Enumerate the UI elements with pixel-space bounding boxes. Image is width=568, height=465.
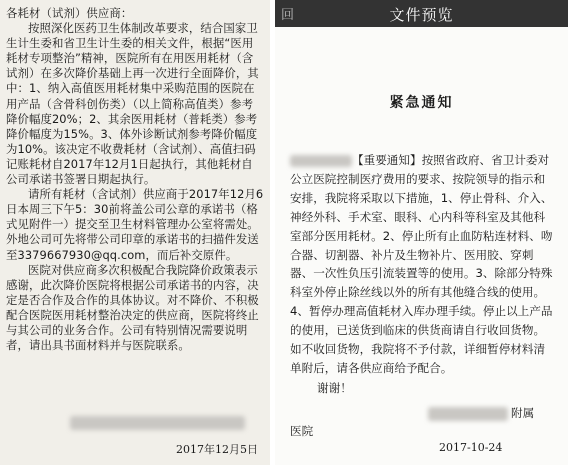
left-redacted-signature	[70, 416, 245, 430]
right-notice-date: 2017-10-24	[439, 441, 503, 454]
signature-line-2: 医院	[290, 424, 314, 438]
left-paragraph-3: 医院对供应商多次积极配合我院降价政策表示感谢，此次降价医院将根据公司承诺书的内容，决定是否合作及合作的具体协议。对不降价、不积极配合医院医用耗材整治决定的供应商，医院将终止与其公司的业务合作。公司有特别情况需要说明者，请出具书面材料并与医院联系。	[6, 262, 259, 353]
redacted-signature-name	[428, 407, 508, 421]
redacted-hospital-name	[290, 155, 352, 167]
left-greeting: 各耗材（试剂）供应商：	[6, 6, 133, 20]
notice-body-text: 按照省政府、省卫计委对公立医院控制医疗费用的要求、按院领导的指示和安排，我院将采取以下措施，1、停止骨科、介入、神经外科、手术室、眼科、心内科等科室及其他科室部分医用耗材。2、停止所有止血防粘连材料、吻合器、切割器、补片及生物补片、医用胶、穿刺器、一次性负压引流装置等的使用。3、除部分特殊科室外停止除丝线以外的所有其他缝合线的使用。4、暂停办理高值耗材入库办理手续。停止以上产品的使用，已送货到临床的供货商请自行收回货物。如不收回货物，我院将不予付款，详细暂停材料清单附后，请各供应商给予配合。	[290, 153, 553, 375]
left-paragraph-2: 请所有耗材（含试剂）供应商于2017年12月6日本周三下午5：30前将盖公司公章的承诺书（格式见附件一）提交至卫生材料管理办公室将需处。外地公司可先将带公司印章的承诺书的扫描件发送至3379667930@qq.com，而后补交原件。	[6, 187, 264, 262]
important-notice-label: 【重要通知】	[352, 153, 422, 167]
topbar-side-glyph: 回	[281, 8, 295, 23]
left-notice-body	[6, 6, 264, 353]
signature-suffix: 附属	[511, 406, 535, 420]
left-paragraph-1: 按照深化医药卫生体制改革要求，结合国家卫生计生委和省卫生计生委的相关文件，根据“医用耗材专项整治”精神，医院所有在用医用耗材（含试剂）在多次降价基础上再一次进行全面降价，其中：1、纳入高值医用耗材集中采购范围的医院在用产品（含骨科创伤类）（以上简称高值类）参考降价幅度20%；2、其余医用耗材（普耗类）参考降价幅度为15%。3、体外诊断试剂参考降价幅度为10%。该决定不收费耗材（含试剂）、高值扫码记账耗材自2017年12月1日起执行，其他耗材自公司承诺书签署日期起执行。	[6, 21, 259, 187]
thanks-text: 谢谢！	[317, 381, 352, 395]
right-notice-body	[290, 151, 555, 378]
right-paragraph	[290, 151, 555, 378]
right-notice-page	[275, 0, 568, 465]
notice-heading: 紧急通知	[389, 95, 454, 111]
preview-topbar	[275, 0, 568, 27]
left-notice-page	[0, 0, 270, 465]
preview-title: 文件预览	[389, 6, 454, 24]
left-notice-date: 2017年12月5日	[176, 443, 258, 456]
